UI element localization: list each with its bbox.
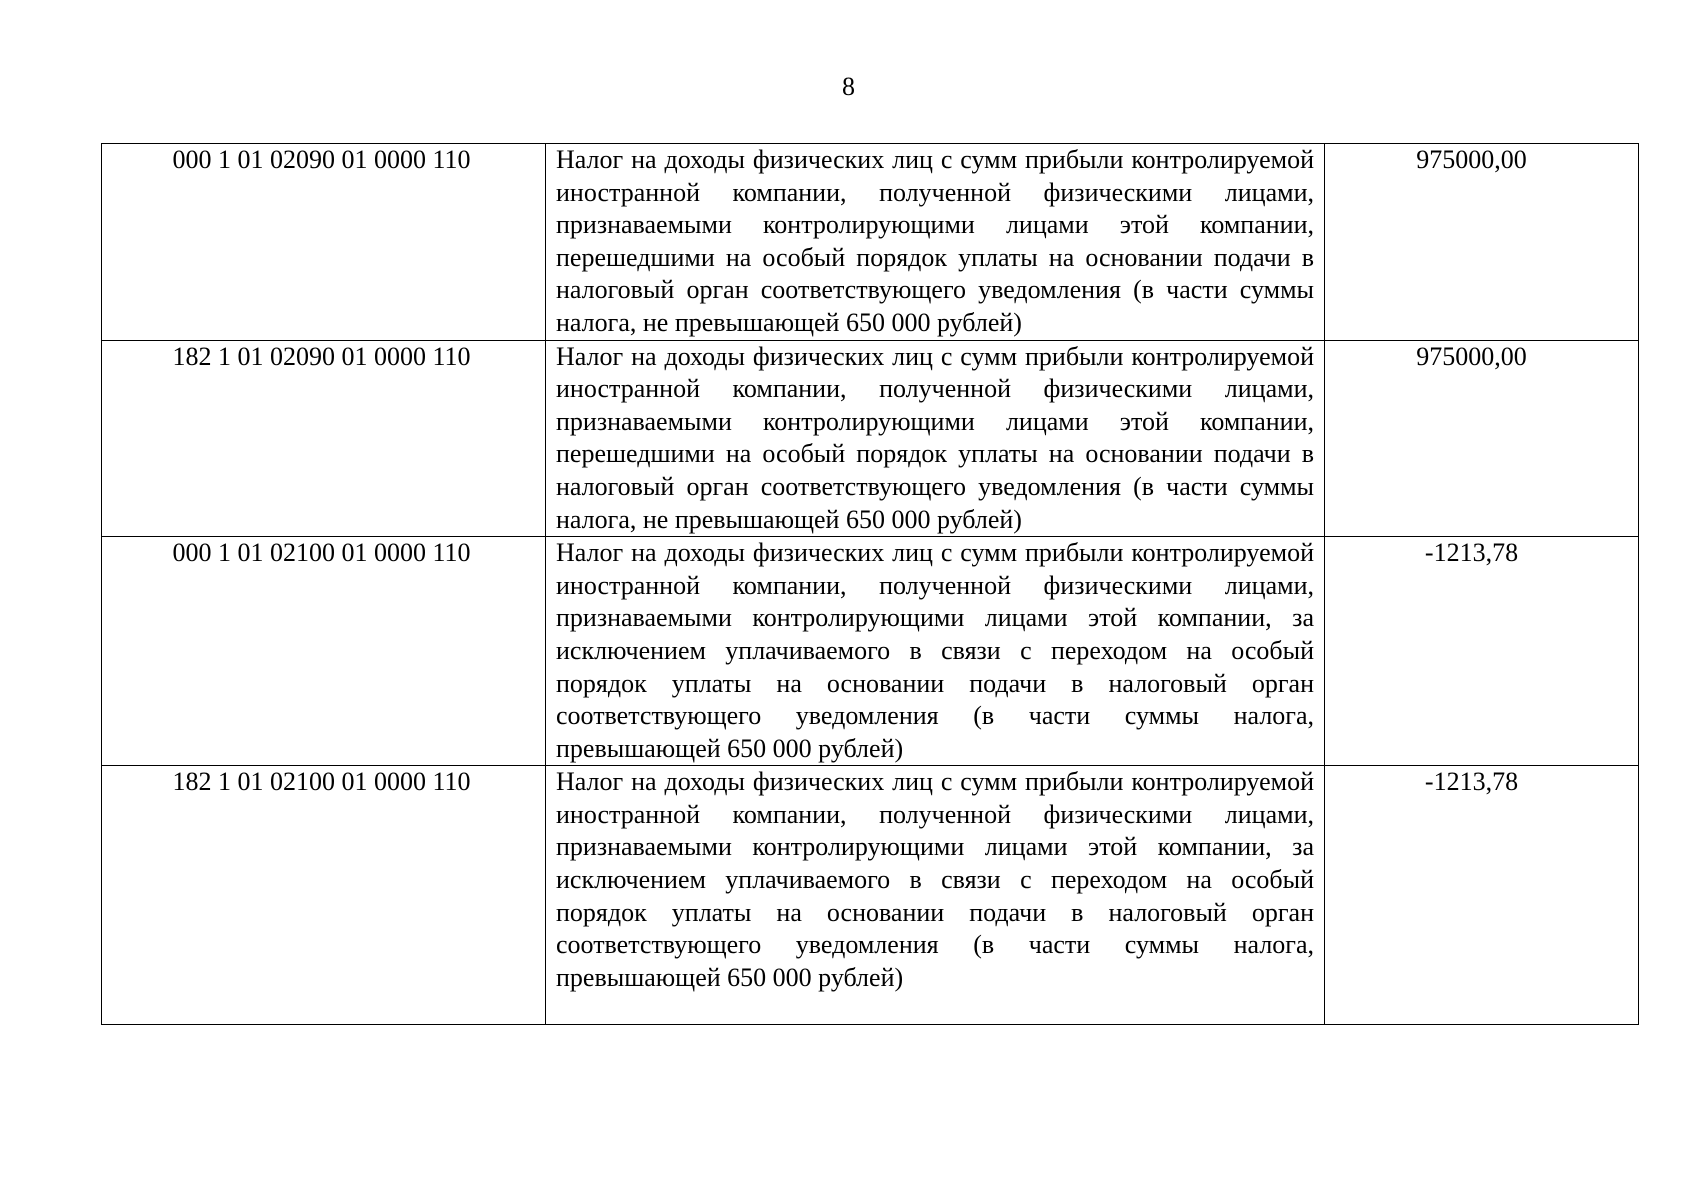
budget-code-cell xyxy=(102,537,546,766)
page-number: 8 xyxy=(842,72,855,101)
revenue-table xyxy=(101,143,1639,1025)
amount: 975000,00 xyxy=(1416,145,1527,174)
amount: -1213,78 xyxy=(1424,767,1519,797)
budget-code-cell xyxy=(102,144,546,341)
revenue-name-cell: Налог на доходы физических лиц с сумм прибыли контролируемой иностранной компании, полученной физическими лицами, признаваемыми контролирующими лицами этой компании, перешедшими на особый порядок уплаты на основании подачи в налоговый орган соответствующего уведомления (в части суммы налога, не превышающей 650 000 рублей) xyxy=(546,340,1325,537)
revenue-name-cell: Налог на доходы физических лиц с сумм прибыли контролируемой иностранной компании, полученной физическими лицами, признаваемыми контролирующими лицами этой компании, за исключением уплачиваемого в связи с переходом на особый порядок уплаты на основании подачи в налоговый орган соответствующего уведомления (в части суммы налога, превышающей 650 000 рублей) xyxy=(546,766,1325,1025)
revenue-name-cell: Налог на доходы физических лиц с сумм прибыли контролируемой иностранной компании, полученной физическими лицами, признаваемыми контролирующими лицами этой компании, за исключением уплачиваемого в связи с переходом на особый порядок уплаты на основании подачи в налоговый орган соответствующего уведомления (в части суммы налога, превышающей 650 000 рублей) xyxy=(546,537,1325,766)
revenue-name-cell: Налог на доходы физических лиц с сумм прибыли контролируемой иностранной компании, полученной физическими лицами, признаваемыми контролирующими лицами этой компании, перешедшими на особый порядок уплаты на основании подачи в налоговый орган соответствующего уведомления (в части суммы налога, не превышающей 650 000 рублей) xyxy=(546,144,1325,341)
table-row xyxy=(102,766,1639,1025)
amount: 975000,00 xyxy=(1416,341,1527,371)
budget-code: 182 1 01 02100 01 0000 110 xyxy=(172,767,471,797)
budget-code: 000 1 01 02090 01 0000 110 xyxy=(172,145,471,174)
budget-code: 000 1 01 02100 01 0000 110 xyxy=(172,538,471,568)
budget-code-cell xyxy=(102,340,546,537)
amount-cell xyxy=(1325,144,1639,341)
amount-cell xyxy=(1325,340,1639,537)
amount-cell xyxy=(1325,537,1639,766)
budget-code: 182 1 01 02090 01 0000 110 xyxy=(172,341,471,371)
table-row xyxy=(102,340,1639,537)
budget-code-cell xyxy=(102,766,546,1025)
amount-cell xyxy=(1325,766,1639,1025)
table-row xyxy=(102,144,1639,341)
table-row xyxy=(102,537,1639,766)
amount: -1213,78 xyxy=(1424,538,1519,568)
